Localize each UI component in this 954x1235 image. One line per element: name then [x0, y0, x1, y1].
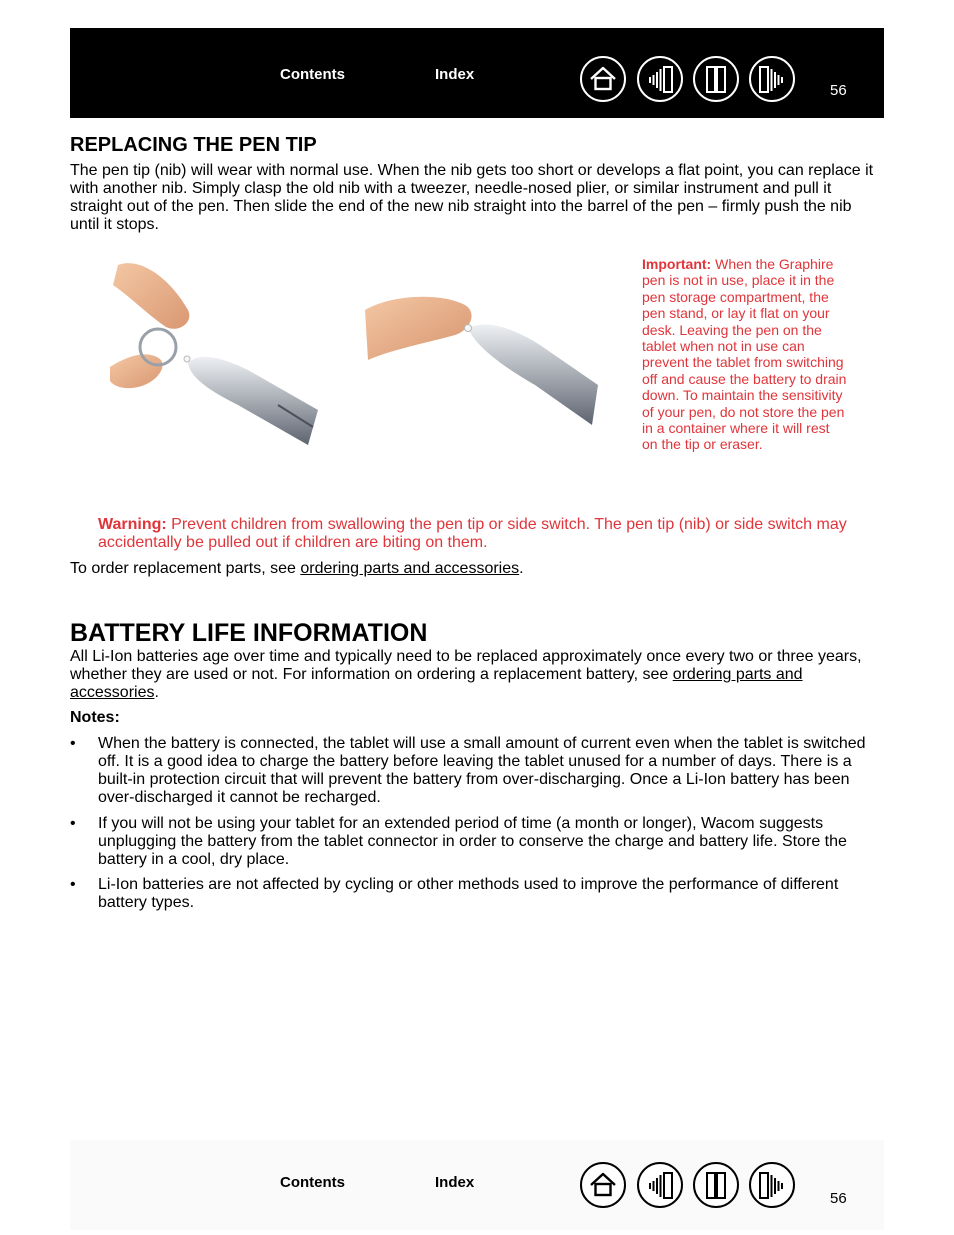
contents-icon	[639, 1164, 681, 1206]
home-icon	[582, 1164, 624, 1206]
index-button[interactable]	[693, 56, 739, 102]
index-icon	[695, 1164, 737, 1206]
note-text: When the battery is connected, the tablet will use a small amount of current even when the tablet is switched off. It is a good idea to charge the battery before leaving the tablet unused for a number of days. There is a built-in protection circuit that will prevent the battery from over-discharging. Once a Li-Ion battery has been over-discharged it cannot be recharged.	[98, 735, 866, 806]
top-navbar	[70, 28, 884, 118]
warning-text: Prevent children from swallowing the pen tip or side switch. The pen tip (nib) or side switch may accidentally be pulled out if children are biting on them.	[98, 516, 847, 551]
pen-tip-insert-photo	[360, 290, 600, 430]
index-button[interactable]	[693, 1162, 739, 1208]
battery-paragraph	[70, 648, 884, 702]
bullet-mark: •	[70, 876, 76, 893]
important-label: Important:	[642, 256, 712, 272]
contents-button[interactable]	[637, 1162, 683, 1208]
important-text: When the Graphire pen is not in use, place it in the pen storage compartment, the pen stand, or lay it flat on your desk. Leaving the pen on the tablet when not in use can prevent the tablet from switching off and cause the battery to drain down. To maintain the sensitivity of your pen, do not store the pen in a container where it will rest on the tip or eraser.	[642, 256, 847, 453]
contents-icon	[639, 58, 681, 100]
important-note	[642, 256, 847, 453]
bottom-navbar	[70, 1140, 884, 1230]
bullet-mark: •	[70, 815, 76, 832]
home-button[interactable]	[580, 1162, 626, 1208]
next-button[interactable]	[749, 56, 795, 102]
pen-tip-removal-photo	[108, 255, 323, 450]
section-title-replacing-pen-tip: REPLACING THE PEN TIP	[70, 134, 317, 156]
bullet-mark: •	[70, 735, 76, 752]
battery-body-prefix: All Li-Ion batteries age over time and typically need to be replaced approximately once every two or three years, whether they are used or not. For information on ordering a replacement battery, see	[70, 648, 862, 683]
battery-body-suffix: .	[154, 684, 159, 701]
index-link[interactable]: Index	[435, 66, 475, 83]
next-icon	[751, 58, 793, 100]
warning-label: Warning:	[98, 516, 167, 533]
contents-button[interactable]	[637, 56, 683, 102]
home-icon	[582, 58, 624, 100]
order-prefix: To order replacement parts, see	[70, 560, 301, 577]
section-title-battery-life: BATTERY LIFE INFORMATION	[70, 619, 428, 647]
page-number: 56	[830, 82, 847, 99]
order-suffix: .	[519, 560, 524, 577]
ordering-parts-link-2[interactable]: ordering parts and accessories	[70, 666, 803, 701]
next-button[interactable]	[749, 1162, 795, 1208]
contents-link[interactable]: Contents	[280, 1174, 345, 1191]
order-parts-line	[70, 560, 884, 578]
notes-label: Notes:	[70, 709, 120, 726]
note-text: If you will not be using your tablet for an extended period of time (a month or longer), Wacom suggests unplugging the battery from the tablet connector in order to conserve the charge and battery life. Store the battery in a cool, dry place.	[98, 815, 847, 868]
index-link[interactable]: Index	[435, 1174, 475, 1191]
pen-tip-paragraph: The pen tip (nib) will wear with normal use. When the nib gets too short or develops a flat point, you can replace it with another nib. Simply clasp the old nib with a tweezer, needle-nosed plier, or similar instrument and pull it straight out of the pen. Then slide the end of the new nib straight into the barrel of the pen – firmly push the nib until it stops.	[70, 162, 874, 233]
index-icon	[695, 58, 737, 100]
note-text: Li-Ion batteries are not affected by cycling or other methods used to improve the performance of different battery types.	[98, 876, 839, 911]
home-button[interactable]	[580, 56, 626, 102]
page-number: 56	[830, 1190, 847, 1207]
next-icon	[751, 1164, 793, 1206]
contents-link[interactable]: Contents	[280, 66, 345, 83]
warning-note	[98, 516, 858, 552]
ordering-parts-link[interactable]: ordering parts and accessories	[300, 560, 520, 577]
